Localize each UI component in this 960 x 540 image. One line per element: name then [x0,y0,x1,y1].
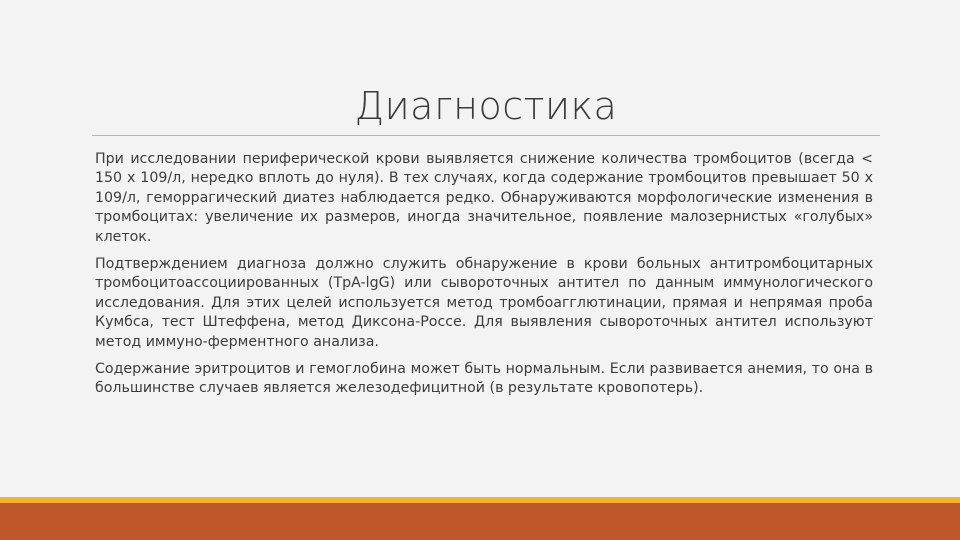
slide-title: Диагностика [354,84,618,128]
title-divider [92,135,880,136]
slide-body [95,150,873,407]
footer-accent-band [0,503,960,540]
paragraph-diagnosis-confirmation: Подтверждением диагноза должно служить обнаружение в крови больных антитромбоцитарных тромбоцитоассоциированных (TpA-lgG) или сывороточных антител по данным иммунологического исследования. Для этих целей используется метод тромбоагглютинации, прямая и непрямая проба Кумбса, тест Штеффена, метод Диксона-Россе. Для выявления сывороточных антител используют метод иммуно-ферментного анализа. [95,256,873,350]
paragraph-platelets: При исследовании периферической крови выявляется снижение количества тромбоцитов (всегда < 150 х 109/л, нередко вплоть до нуля). В тех случаях, когда содержание тромбоцитов превышает 50 х 109/л, геморрагический диатез наблюдается редко. Обнаруживаются морфологические изменения в тромбоцитах: увеличение их размеров, иногда значительное, появление малозернистых «голубых» клеток. [95,151,873,245]
paragraph-erythrocytes: Содержание эритроцитов и гемоглобина может быть нормальным. Если развивается анемия, то она в большинстве случаев является железодефицитной (в результате кровопотерь). [95,361,873,397]
